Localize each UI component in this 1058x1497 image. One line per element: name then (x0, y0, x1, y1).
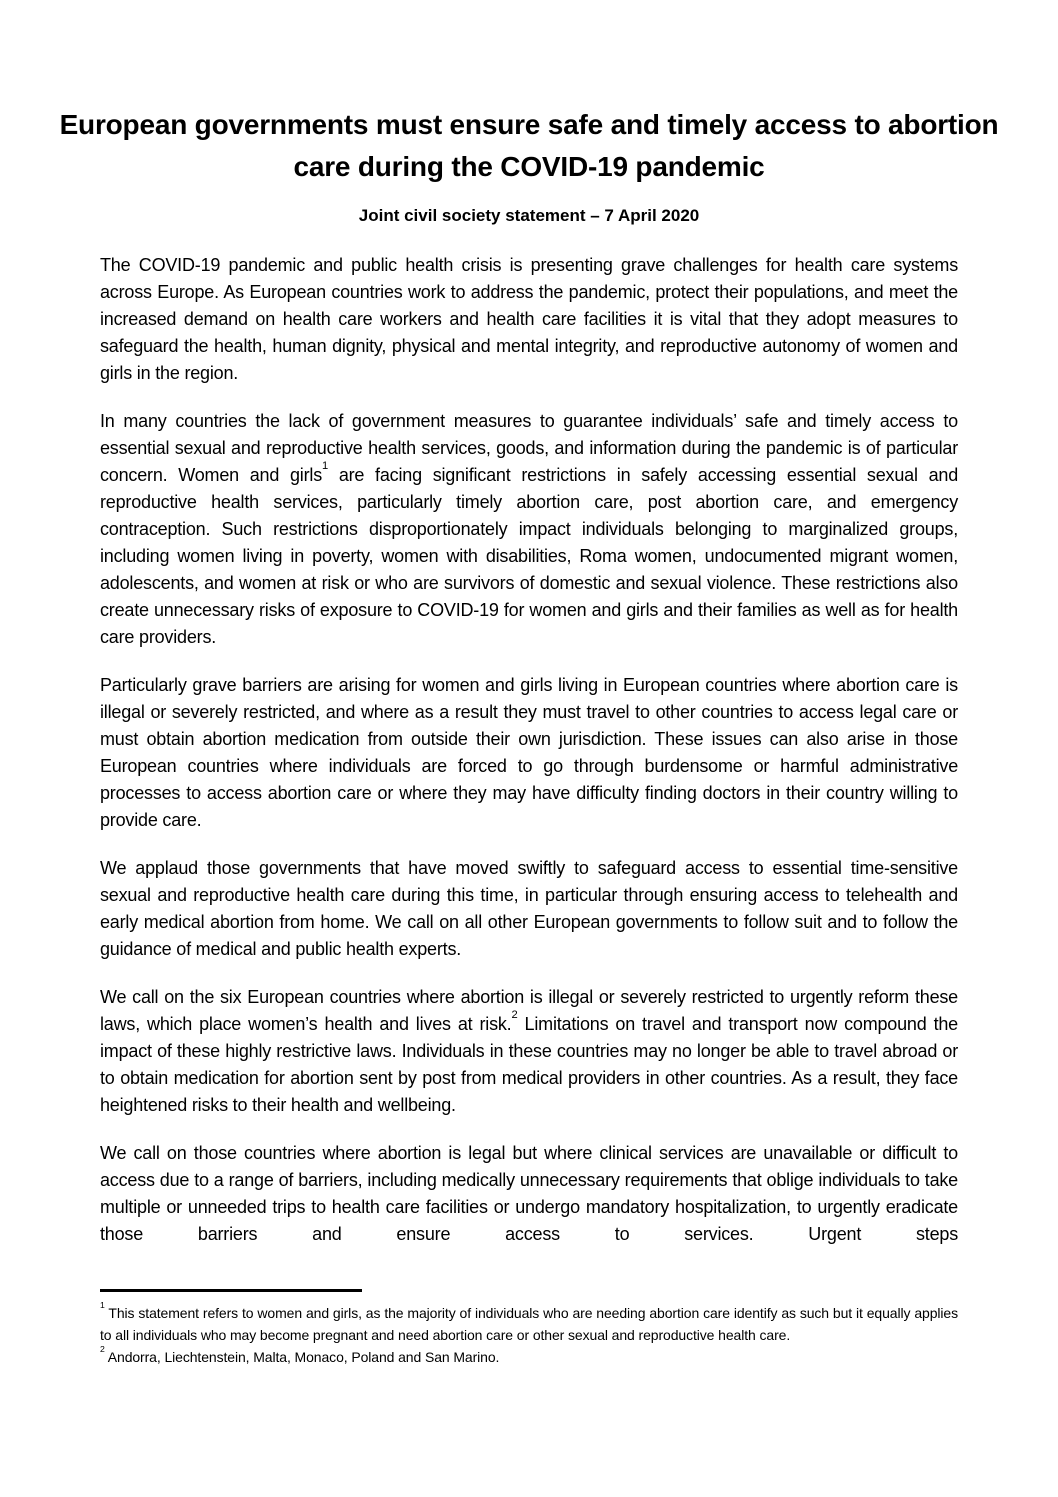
paragraph-text: Limitations on travel and transport now compound the impact of these highly restrictive laws. Individuals in these countries may no longer be able to travel abroad or to obtain medication for abortion sent by post from medical providers in other countries. As a result, they face heightened risks to their health and wellbeing. (100, 1014, 958, 1115)
footnote-2 (100, 1346, 958, 1368)
document-title: European governments must ensure safe and timely access to abortion care during the COVID-19 pandemic (59, 109, 999, 182)
body-paragraph-1 (100, 252, 958, 387)
paragraph-text: We applaud those governments that have moved swiftly to safeguard access to essential time-sensitive sexual and reproductive health care during this time, in particular through ensuring access to telehealth and early medical abortion from home. We call on all other European governments to follow suit and to follow the guidance of medical and public health experts. (100, 858, 958, 959)
paragraph-text: In many countries the lack of government measures to guarantee individuals’ safe and timely access to essential sexual and reproductive health services, goods, and information during the pandemic is of particular concern. Women and girls (100, 411, 958, 485)
paragraph-text: Particularly grave barriers are arising for women and girls living in European countries where abortion care is illegal or severely restricted, and where as a result they must travel to other countries to access legal care or must obtain abortion medication from outside their own jurisdiction. These issues can also arise in those European countries where individuals are forced to go through burdensome or harmful administrative processes to access abortion care or where they may have difficulty finding doctors in their country willing to provide care. (100, 675, 958, 830)
footnote-marker-2: 2 (100, 1344, 105, 1355)
body-paragraph-3 (100, 672, 958, 834)
document-content (59, 104, 999, 1248)
footnotes-section (100, 1289, 958, 1368)
body-paragraph-5 (100, 984, 958, 1119)
footnote-reference-1: 1 (322, 459, 329, 472)
footnote-text: This statement refers to women and girls, as the majority of individuals who are needing abortion care identify as such but it equally applies to all individuals who may become pregnant and need abortion care or other sexual and reproductive health care. (100, 1305, 958, 1343)
body-paragraph-6 (100, 1140, 958, 1248)
statement-subtitle: Joint civil society statement – 7 April 2020 (358, 206, 700, 225)
footnote-1 (100, 1302, 958, 1346)
footnote-marker-1: 1 (100, 1300, 105, 1311)
paragraph-text: The COVID-19 pandemic and public health crisis is presenting grave challenges for health care systems across Europe. As European countries work to address the pandemic, protect their populations, and meet the increased demand on health care workers and health care facilities it is vital that they adopt measures to safeguard the health, human dignity, physical and mental integrity, and reproductive autonomy of women and girls in the region. (100, 255, 958, 383)
paragraph-text: We call on those countries where abortion is legal but where clinical services are unavailable or difficult to access due to a range of barriers, including medically unnecessary requirements that oblige individuals to take multiple or unneeded trips to health care facilities or undergo mandatory hospitalization, to urgently eradicate those barriers and ensure access to services. Urgent steps (100, 1143, 958, 1244)
paragraph-text: are facing significant restrictions in safely accessing essential sexual and reproductive health services, particularly timely abortion care, post abortion care, and emergency contraception. Such restrictions disproportionately impact individuals belonging to marginalized groups, including women living in poverty, women with disabilities, Roma women, undocumented migrant women, adolescents, and women at risk or who are survivors of domestic and sexual violence. These restrictions also create unnecessary risks of exposure to COVID-19 for women and girls and their families as well as for health care providers. (100, 465, 958, 647)
body-paragraph-2 (100, 408, 958, 651)
body-paragraph-4 (100, 855, 958, 963)
paragraph-text: We call on the six European countries where abortion is illegal or severely restricted to urgently reform these laws, which place women’s health and lives at risk. (100, 987, 958, 1034)
footnote-reference-2: 2 (511, 1008, 518, 1021)
footnote-text: Andorra, Liechtenstein, Malta, Monaco, Poland and San Marino. (107, 1349, 500, 1365)
footnote-separator-rule (100, 1289, 362, 1292)
